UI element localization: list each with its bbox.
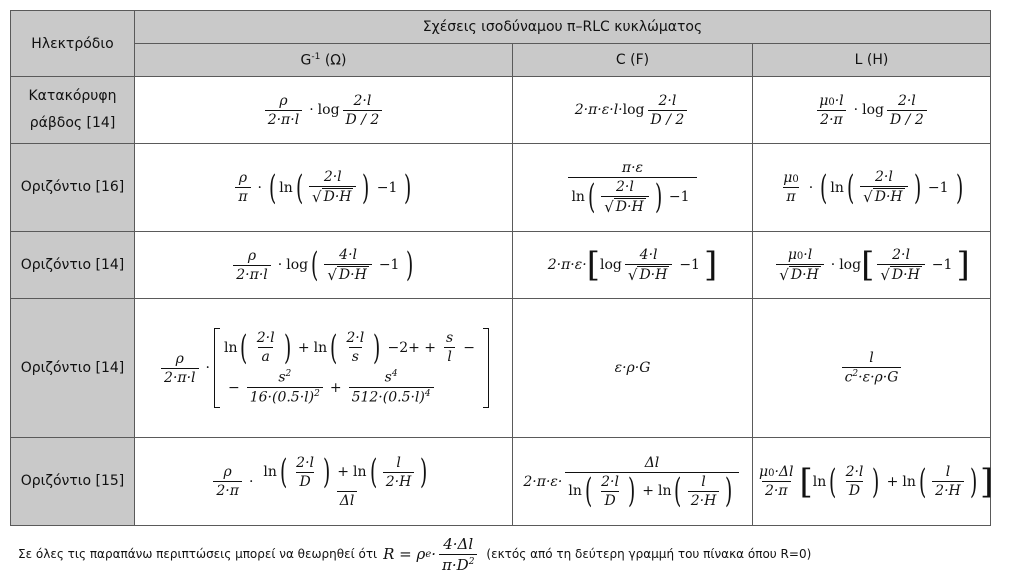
- table-row: [11, 438, 991, 526]
- formula-g: $\frac{\rho}{\pi}$ · ( ln ( 2·l √ D·H ) −1 ): [135, 144, 513, 232]
- row-label: Οριζόντιο [14]: [11, 232, 135, 299]
- row-label: Οριζόντιο [14]: [11, 299, 135, 438]
- table-row: [11, 299, 991, 438]
- formula-l: $\frac{\mu 0}{\pi}$ · ( ln ( 2·l √ D·H ) −1 ): [753, 144, 991, 232]
- footer-text-before: Σε όλες τις παραπάνω περιπτώσεις μπορεί να θεωρηθεί ότι: [18, 547, 378, 561]
- header-c: C (F): [513, 44, 753, 77]
- formula-l: μ0·l √ D·H · log [ 2·l √ D·H −1 ]: [753, 232, 991, 299]
- formula-l: $\frac{\mu 0\cdot l}{2\cdot\pi}$ · log $\frac{2\cdot l}{D / 2}$: [753, 77, 991, 144]
- relations-table: [10, 10, 994, 526]
- row-label: Οριζόντιο [15]: [11, 438, 135, 526]
- formula-c: 2·π·ε· [ log 4·l √ D·H −1 ]: [513, 232, 753, 299]
- formula-c: 2·π·ε·l· log $\frac{2\cdot l}{D / 2}$: [513, 77, 753, 144]
- formula-g: $\frac{\rho}{2\cdot\pi\cdot l}$ · ln ( $\frac{2\cdot l}{a}$ ) + ln ( $\frac{2\cdot l}{s}$ ) −2+ + $\frac{s}{l}$ − − $\frac{s^2}{16\cdot(0.5\cdot l)^2}$ + $\frac{s^4}{512\cdot(0.5\cdot l)^4}$: [135, 299, 513, 438]
- table-row: [11, 144, 991, 232]
- footer-note: [18, 532, 998, 576]
- footer-text-after: (εκτός από τη δεύτερη γραμμή του πίνακα όπου R=0): [486, 547, 812, 561]
- formula-r: R = ρ e · $\frac{4\cdot\Delta l}{\pi\cdot D^2}$: [383, 535, 480, 574]
- header-g: $G^{-1}$ (Ω): [135, 44, 513, 77]
- header-electrode: Ηλεκτρόδιο: [11, 11, 135, 77]
- header-l: L (H): [753, 44, 991, 77]
- formula-c: ε·ρ·G: [513, 299, 753, 438]
- formula-c: 2·π·ε· Δl ln ( $\frac{2\cdot l}{D}$ ) + ln ( $\frac{l}{2\cdot H}$ ): [513, 438, 753, 526]
- formula-g: $\frac{\rho}{2\cdot\pi}$ · ln ( $\frac{2\cdot l}{D}$ ) + ln ( $\frac{l}{2\cdot H}$ ) Δl: [135, 438, 513, 526]
- formula-g: $\frac{\rho}{2\cdot\pi\cdot l}$ · log $\frac{2\cdot l}{D / 2}$: [135, 77, 513, 144]
- table-row: [11, 77, 991, 144]
- row-label: Οριζόντιο [16]: [11, 144, 135, 232]
- table-row: [11, 232, 991, 299]
- formula-c: π·ε ln ( 2·l √ D·H ) −1: [513, 144, 753, 232]
- row-label: Κατακόρυφη ράβδος [14]: [11, 77, 135, 144]
- header-group-title: Σχέσεις ισοδύναμου π–RLC κυκλώματος: [135, 11, 991, 44]
- formula-l: $\frac{l}{c^2\cdot\varepsilon\cdot\rho\cdot G}$: [753, 299, 991, 438]
- formula-l: $\frac{\mu 0\cdot\Delta l}{2\cdot\pi}$ [ ln ( $\frac{2\cdot l}{D}$ ) + ln ( $\frac{l}{2\cdot H}$ ) ]: [753, 438, 991, 526]
- formula-g: $\frac{\rho}{2\cdot\pi\cdot l}$ · log ( 4·l √ D·H −1 ): [135, 232, 513, 299]
